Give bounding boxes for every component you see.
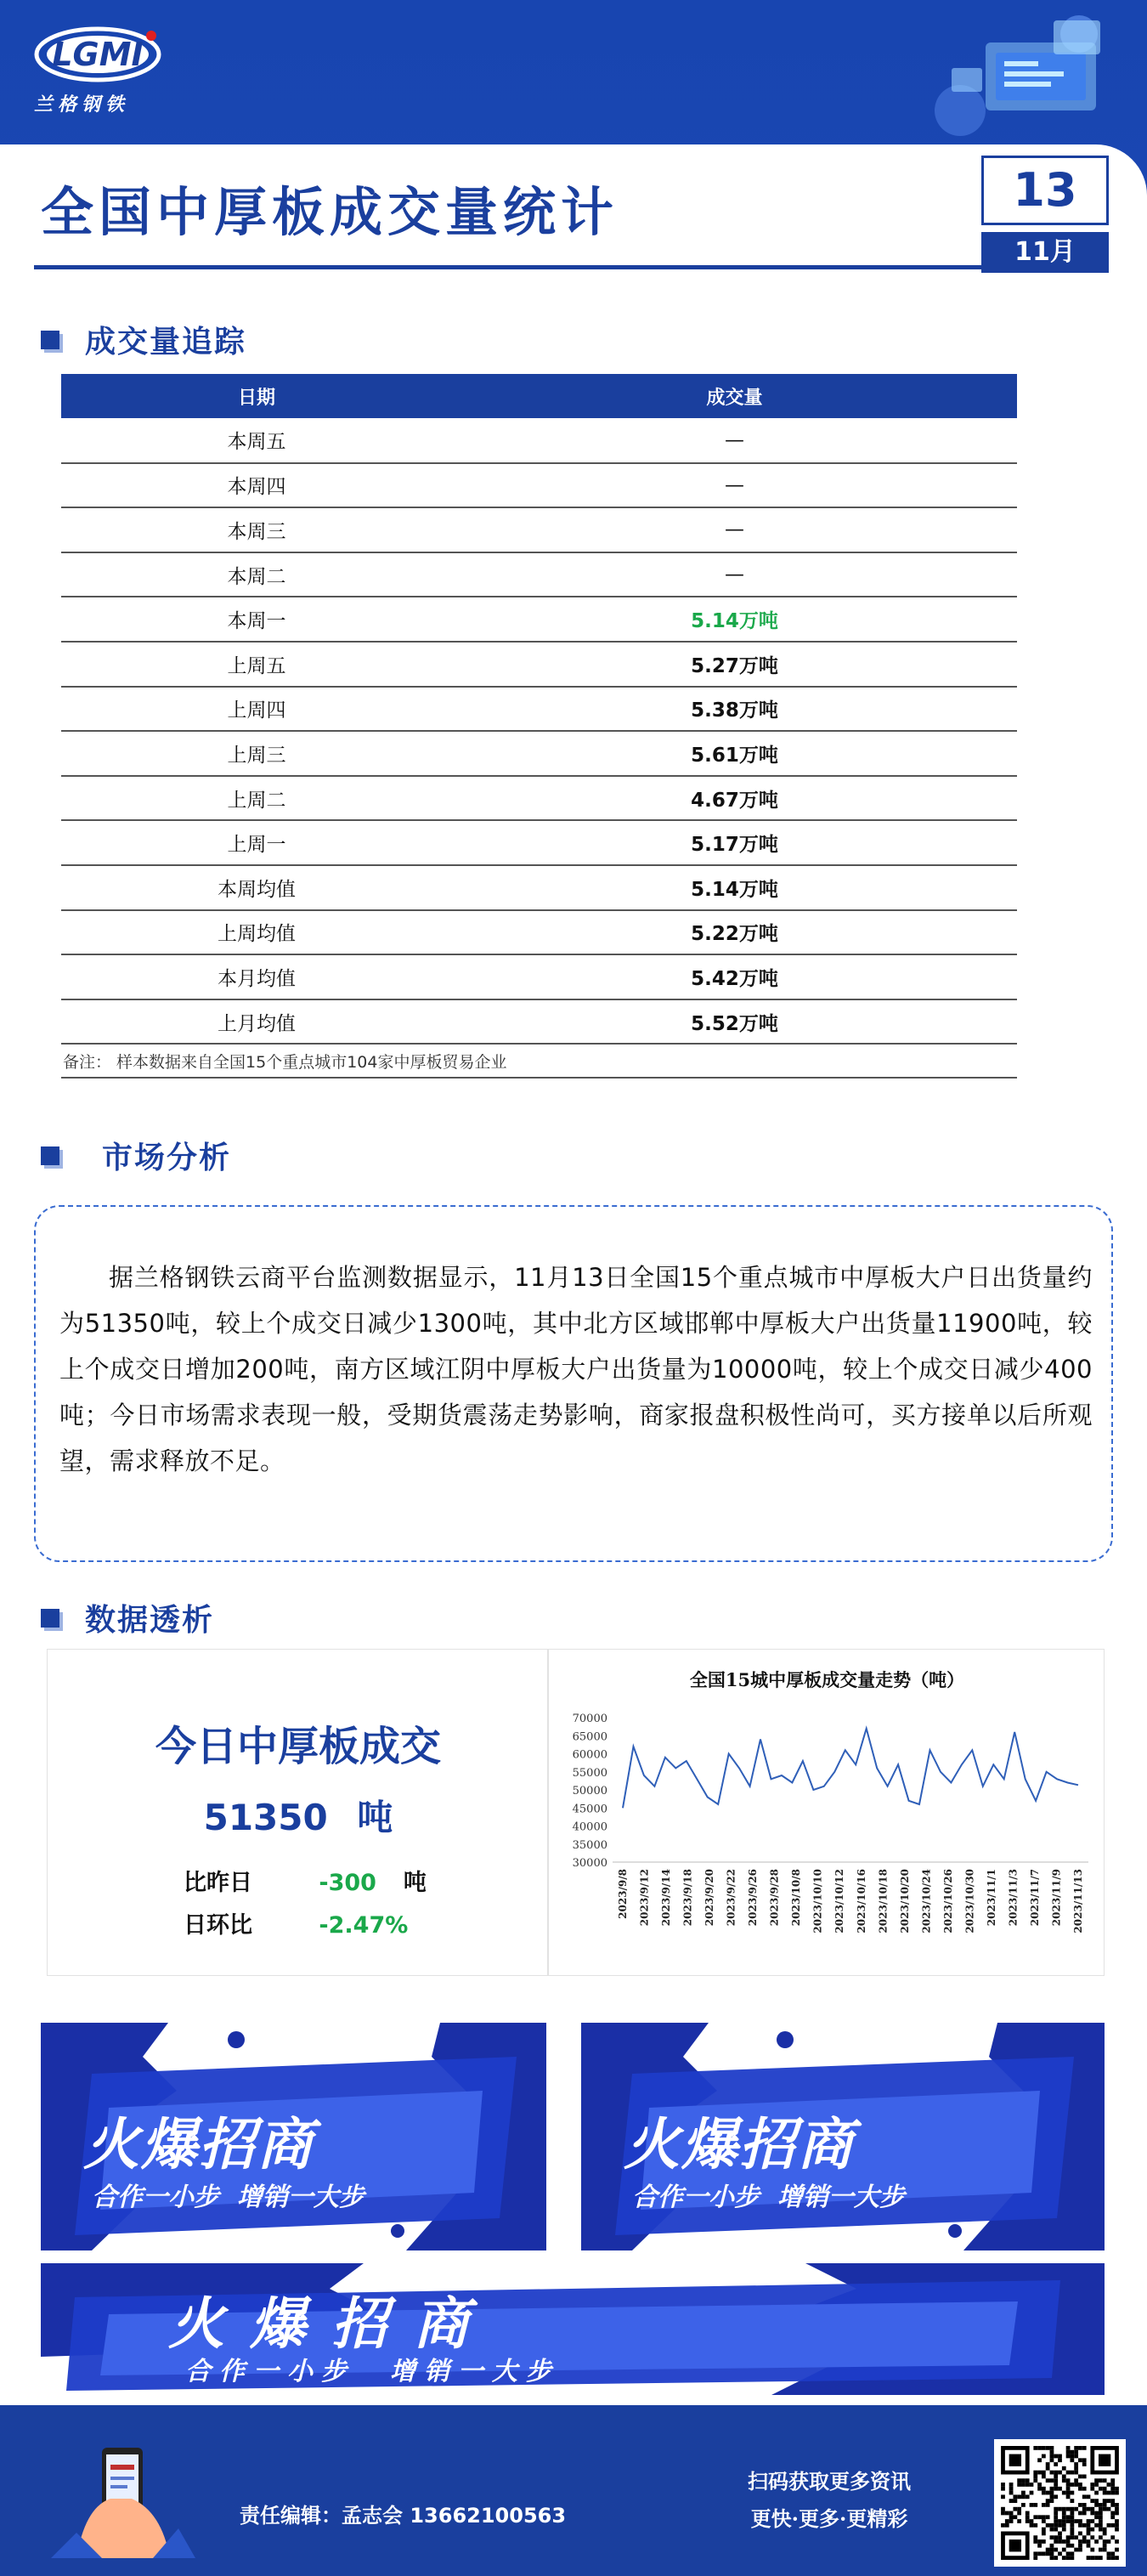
row-date: 本周四 [61, 463, 452, 508]
table-row [61, 687, 1017, 732]
table-note: 备注： 样本数据来自全国15个重点城市104家中厚板贸易企业 [61, 1050, 1017, 1079]
y-tick-label: 30000 [572, 1857, 607, 1870]
volume-table [61, 374, 1017, 1045]
x-tick-label: 2023/10/24 [920, 1869, 933, 1933]
compare-unit: 吨 [403, 1870, 427, 1896]
row-volume: 5.27万吨 [452, 642, 1017, 687]
y-tick-label: 65000 [572, 1730, 607, 1744]
y-tick-label: 35000 [572, 1838, 607, 1852]
ratio-label: 日环比 [184, 1912, 252, 1939]
logo-mark [34, 24, 161, 83]
tech-illustration [926, 8, 1122, 136]
date-badge [981, 156, 1109, 275]
compare-label: 比昨日 [184, 1870, 252, 1896]
row-date: 上周五 [61, 642, 452, 687]
x-tick-label: 2023/9/26 [747, 1869, 760, 1927]
section-volume-heading: 成交量追踪 [41, 318, 246, 361]
row-date: 上周四 [61, 687, 452, 732]
logo-text: LGMI [52, 36, 144, 73]
x-tick-label: 2023/10/26 [941, 1869, 954, 1933]
kpi-unit: 吨 [357, 1797, 393, 1838]
promo-title: 火爆招商 [624, 2112, 855, 2177]
scan-line-1: 扫码获取更多资讯 [748, 2469, 911, 2494]
section-data-heading: 数据透析 [41, 1596, 214, 1639]
y-tick-label: 40000 [572, 1820, 607, 1834]
x-tick-label: 2023/9/12 [638, 1869, 651, 1927]
kpi-number: 51350 [203, 1797, 328, 1838]
table-row [61, 552, 1017, 597]
table-row [61, 865, 1017, 910]
brand-logo [34, 24, 161, 117]
scan-line-2: 更快·更多·更精彩 [750, 2506, 908, 2531]
row-date: 上周二 [61, 776, 452, 821]
section-square-icon [41, 1609, 59, 1628]
section-square-icon [41, 331, 59, 349]
kpi-ratio-row [184, 1906, 523, 1939]
analysis-text: 据兰格钢铁云商平台监测数据显示，11月13日全国15个重点城市中厚板大户日出货量约为51350吨，较上个成交日减少1300吨，其中北方区域邯郸中厚板大户出货量11900吨，较上个成交日增加200吨，南方区域江阴中厚板大户出货量为10000吨，较上个成交日减少400吨；今日市场需求表现一般，受期货震荡走势影响，商家报盘积极性尚可，买方接单以后所观望，需求释放不足。 [59, 1263, 1093, 1475]
date-month: 11月 [981, 232, 1109, 273]
column-header-volume: 成交量 [452, 374, 1017, 418]
x-tick-label: 2023/11/1 [985, 1869, 997, 1927]
promo-title: 火爆招商 [83, 2112, 314, 2177]
x-tick-label: 2023/11/7 [1028, 1869, 1041, 1927]
promo-title: 火爆招商 [168, 2291, 494, 2357]
promo-slogan: 合作一小步 增销一大步 [92, 2183, 364, 2212]
chart-title: 全国15城中厚板成交量走势（吨） [689, 1669, 965, 1690]
qr-code[interactable] [994, 2439, 1126, 2567]
promo-banner-left[interactable] [41, 2023, 546, 2250]
promo-banner-right[interactable] [581, 2023, 1105, 2250]
row-date: 本周均值 [61, 865, 452, 910]
table-row [61, 776, 1017, 821]
kpi-card [47, 1649, 548, 1976]
column-header-date: 日期 [61, 374, 452, 418]
x-tick-label: 2023/10/12 [833, 1869, 846, 1933]
x-tick-label: 2023/9/18 [681, 1869, 694, 1927]
x-tick-label: 2023/9/22 [725, 1869, 737, 1927]
row-volume: 5.22万吨 [452, 910, 1017, 955]
logo-subtitle: 兰格钢铁 [34, 94, 130, 116]
x-tick-label: 2023/9/20 [703, 1869, 716, 1927]
x-tick-label: 2023/10/16 [855, 1869, 867, 1933]
table-row [61, 820, 1017, 865]
row-volume: 4.67万吨 [452, 776, 1017, 821]
table-row [61, 910, 1017, 955]
promo-slogan: 合作一小步 增销一大步 [632, 2183, 905, 2212]
phone-hand-illustration [51, 2439, 195, 2558]
row-volume: 5.52万吨 [452, 999, 1017, 1045]
row-volume: 5.17万吨 [452, 820, 1017, 865]
row-volume: 5.14万吨 [452, 865, 1017, 910]
row-volume: — [452, 463, 1017, 508]
table-row [61, 597, 1017, 642]
title-divider [34, 265, 986, 269]
compare-value: -300 [319, 1870, 376, 1896]
x-tick-label: 2023/11/3 [1007, 1869, 1020, 1927]
table-row [61, 418, 1017, 463]
analysis-box [34, 1205, 1113, 1562]
y-tick-label: 70000 [572, 1713, 607, 1725]
table-row [61, 999, 1017, 1045]
row-date: 本周一 [61, 597, 452, 642]
kpi-compare-row [184, 1864, 523, 1897]
row-volume: 5.38万吨 [452, 687, 1017, 732]
kpi-value [48, 1790, 549, 1841]
table-header-row [61, 374, 1017, 418]
x-tick-label: 2023/9/28 [768, 1869, 781, 1927]
trend-chart [549, 1650, 1105, 1977]
row-date: 本周二 [61, 552, 452, 597]
series-line [623, 1729, 1078, 1809]
row-date: 本月均值 [61, 954, 452, 999]
section-analysis-heading: 市场分析 [41, 1134, 231, 1177]
y-tick-label: 45000 [572, 1803, 607, 1816]
page-title: 全国中厚板成交量统计 [41, 181, 619, 243]
row-volume: — [452, 552, 1017, 597]
x-tick-label: 2023/9/14 [660, 1869, 673, 1927]
row-date: 上周一 [61, 820, 452, 865]
promo-slogan: 合作一小步 增销一大步 [185, 2357, 560, 2386]
y-tick-label: 60000 [572, 1748, 607, 1762]
table-row [61, 463, 1017, 508]
table-row [61, 642, 1017, 687]
x-tick-label: 2023/10/30 [963, 1869, 976, 1933]
x-tick-label: 2023/10/10 [811, 1869, 824, 1933]
row-volume: 5.14万吨 [452, 597, 1017, 642]
row-date: 上月均值 [61, 999, 452, 1045]
table-row [61, 507, 1017, 552]
row-date: 上周均值 [61, 910, 452, 955]
y-tick-label: 50000 [572, 1785, 607, 1798]
x-tick-label: 2023/10/18 [877, 1869, 890, 1933]
footer-editor: 责任编辑：孟志会 13662100563 [240, 2504, 567, 2528]
row-date: 本周五 [61, 418, 452, 463]
date-day: 13 [981, 156, 1109, 225]
x-tick-label: 2023/11/9 [1050, 1869, 1063, 1927]
qr-code-icon [1001, 2446, 1119, 2560]
footer-scan-text [748, 2463, 911, 2538]
promo-banner-wide[interactable] [41, 2263, 1105, 2395]
row-date: 上周三 [61, 731, 452, 776]
kpi-title: 今日中厚板成交 [155, 1723, 441, 1770]
row-date: 本周三 [61, 507, 452, 552]
x-tick-label: 2023/9/8 [617, 1869, 629, 1919]
y-tick-label: 55000 [572, 1766, 607, 1780]
row-volume: — [452, 507, 1017, 552]
row-volume: 5.42万吨 [452, 954, 1017, 999]
table-row [61, 954, 1017, 999]
section-square-icon [41, 1146, 59, 1165]
table-row [61, 731, 1017, 776]
ratio-value: -2.47% [319, 1912, 409, 1939]
trend-chart-card [548, 1649, 1105, 1976]
row-volume: — [452, 418, 1017, 463]
x-tick-label: 2023/11/13 [1072, 1869, 1084, 1933]
x-tick-label: 2023/10/8 [790, 1869, 803, 1927]
row-volume: 5.61万吨 [452, 731, 1017, 776]
x-tick-label: 2023/10/20 [898, 1869, 911, 1933]
